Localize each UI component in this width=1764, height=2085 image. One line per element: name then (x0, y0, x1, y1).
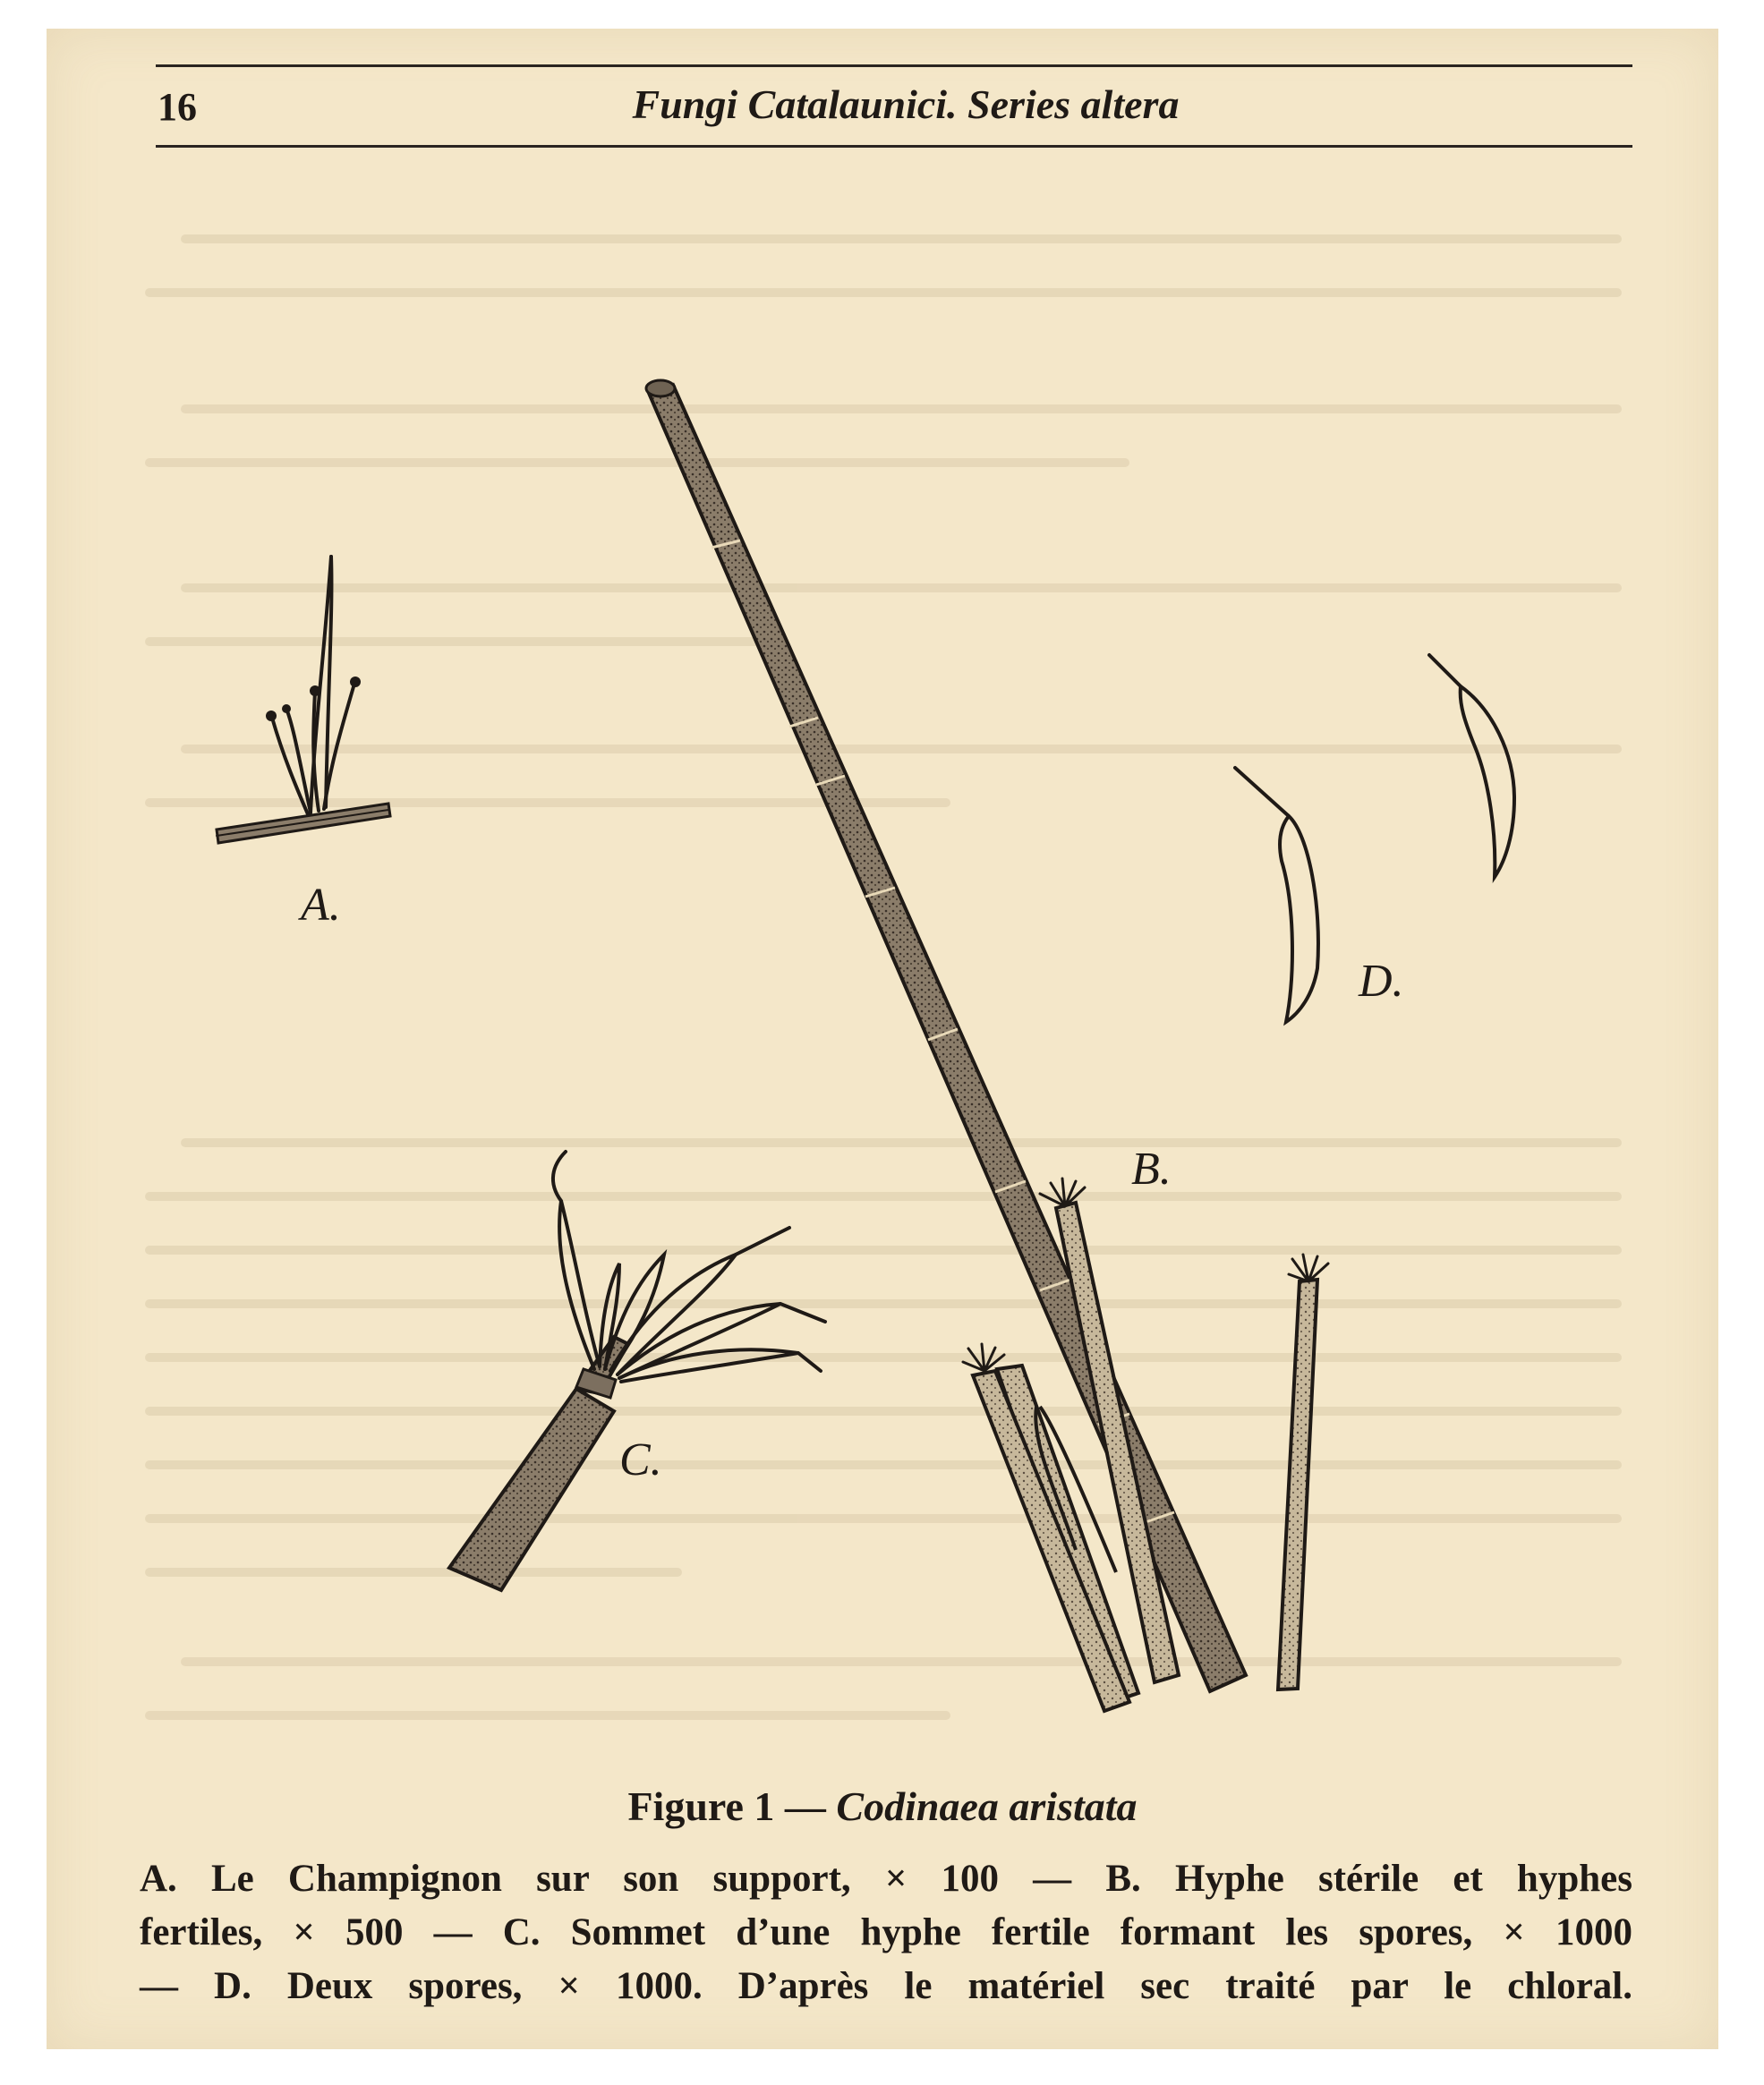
caption-line: — D. Deux spores, × 1000. D’après le matériel sec traité par le chloral. (140, 1965, 1632, 2007)
figure-illustration (47, 29, 1718, 2049)
caption-line: fertiles, × 500 — C. Sommet d’une hyphe fertile formant les spores, × 1000 (140, 1911, 1632, 1953)
figure-label-c: C. (619, 1434, 662, 1485)
species-name: Codinaea aristata (836, 1783, 1138, 1829)
figure-number: Figure 1 — (627, 1783, 826, 1829)
figure-caption-title (47, 1783, 1718, 1830)
figure-label-b: B. (1131, 1144, 1172, 1195)
running-title: Fungi Catalaunici. Series altera (632, 81, 1180, 127)
figure-label-d: D. (1359, 956, 1404, 1007)
page-number: 16 (158, 85, 197, 129)
caption-line: A. Le Champignon sur son support, × 100 — B. Hyphe stérile et hyphes (140, 1858, 1632, 1900)
drawing-c-hypha-apex (449, 1337, 628, 1590)
drawing-a-fungus-on-support (217, 557, 390, 843)
figure-label-a: A. (301, 880, 341, 931)
figure-caption-body (140, 1852, 1632, 2013)
drawing-c-spores (553, 1152, 825, 1382)
drawing-b-sterile-hypha (646, 380, 1246, 1691)
book-page (47, 29, 1718, 2049)
